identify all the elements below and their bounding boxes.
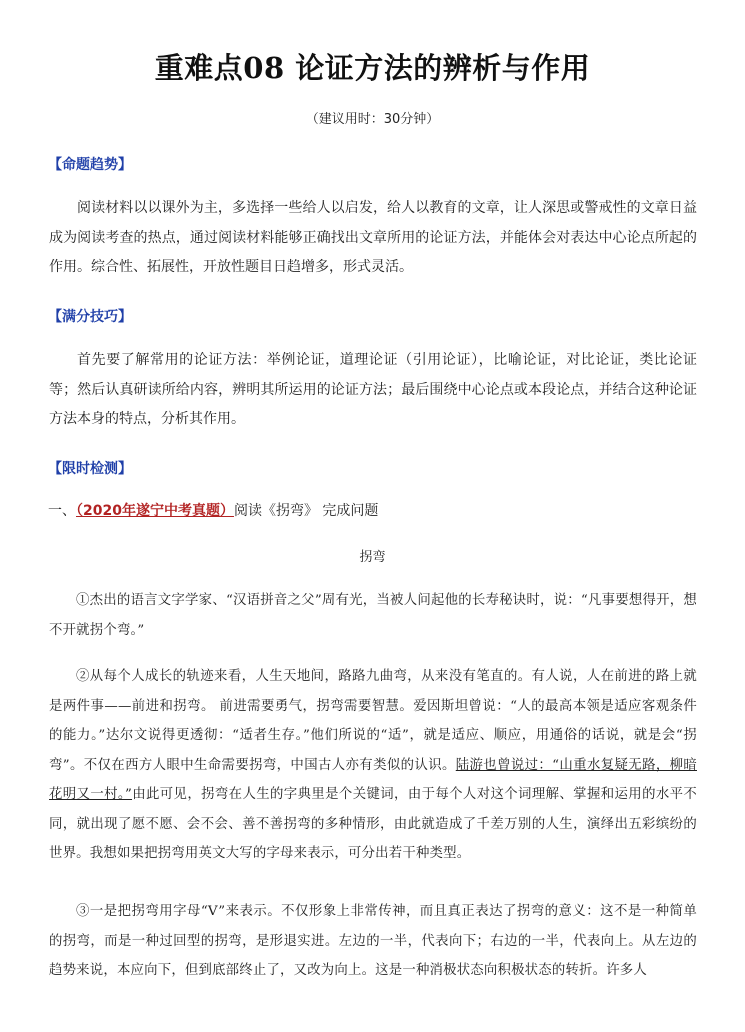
question-source: （2020年遂宁中考真题） — [76, 503, 234, 519]
paragraph-2-text-a: ②从每个人成长的轨迹来看，人生天地间，路路九曲弯，从来没有笔直的。有人说，人在前进的路上就是两件事——前进和拐弯。 前进需要勇气，拐弯需要智慧。爱因斯坦曾说：“人的最高本领是适应客观条件的能力。”达尔文说得更透彻：“适者生存。”他们所说的“适”，就是适应、顺应，用通俗的话说，就是会“拐弯”。不仅在西方人眼中生命需要拐弯，中国古人亦有类似的认识。 — [49, 669, 697, 773]
article-paragraph-2 — [49, 662, 697, 869]
article-paragraph-1: ①杰出的语言文字学家、“汉语拼音之父”周有光，当被人问起他的长寿秘诀时，说：“凡事要想得开，想不开就拐个弯。” — [49, 593, 697, 638]
suggested-time: （建议用时：30分钟） — [305, 112, 440, 127]
section-heading-trend: 【命题趋势】 — [48, 157, 132, 173]
paragraph-2-underlined-quote: 陆游也曾说过：“山重水复疑无路，柳暗花明又一村。” — [49, 757, 697, 802]
section-heading-skills: 【满分技巧】 — [48, 309, 132, 325]
skills-paragraph: 首先要了解常用的论证方法：举例论证，道理论证（引用论证），比喻论证，对比论证，类比论证等；然后认真研读所给内容，辨明其所运用的论证方法；最后围绕中心论点或本段论点，并结合这种论证方法本身的特点，分析其作用。 — [49, 352, 697, 427]
article-paragraph-3: ③一是把拐弯用字母“V”来表示。不仅形象上非常传神，而且真正表达了拐弯的意义：这不是一种简单的拐弯，而是一种过回型的拐弯，是形退实进。左边的一半，代表向下；右边的一半，代表向上。从左边的趋势来说，本应向下，但到底部终止了，又改为向上。这是一种消极状态向积极状态的转折。许多人 — [49, 904, 697, 978]
question-text: 阅读《拐弯》 完成问题 — [233, 503, 379, 519]
page-title: 重难点08 论证方法的辨析与作用 — [154, 51, 591, 85]
trend-paragraph: 阅读材料以以课外为主，多选择一些给人以启发，给人以教育的文章，让人深思或警戒性的文章日益成为阅读考查的热点，通过阅读材料能够正确找出文章所用的论证方法，并能体会对表达中心论点所起的作用。综合性、拓展性，开放性题目日趋增多，形式灵活。 — [49, 200, 697, 275]
paragraph-2-text-b: 由此可见，拐弯在人生的字典里是个关键词，由于每个人对这个词理解、掌握和运用的水平不同，就出现了愿不愿、会不会、善不善拐弯的多种情形，由此就造成了千差万别的人生，演绎出五彩缤纷的世界。我想如果把拐弯用英文大写的字母来表示，可分出若干种类型。 — [49, 787, 697, 861]
question-number: 一、 — [48, 503, 76, 519]
question-line — [48, 500, 378, 520]
article-title: 拐弯 — [359, 550, 386, 565]
section-heading-test: 【限时检测】 — [48, 461, 132, 477]
